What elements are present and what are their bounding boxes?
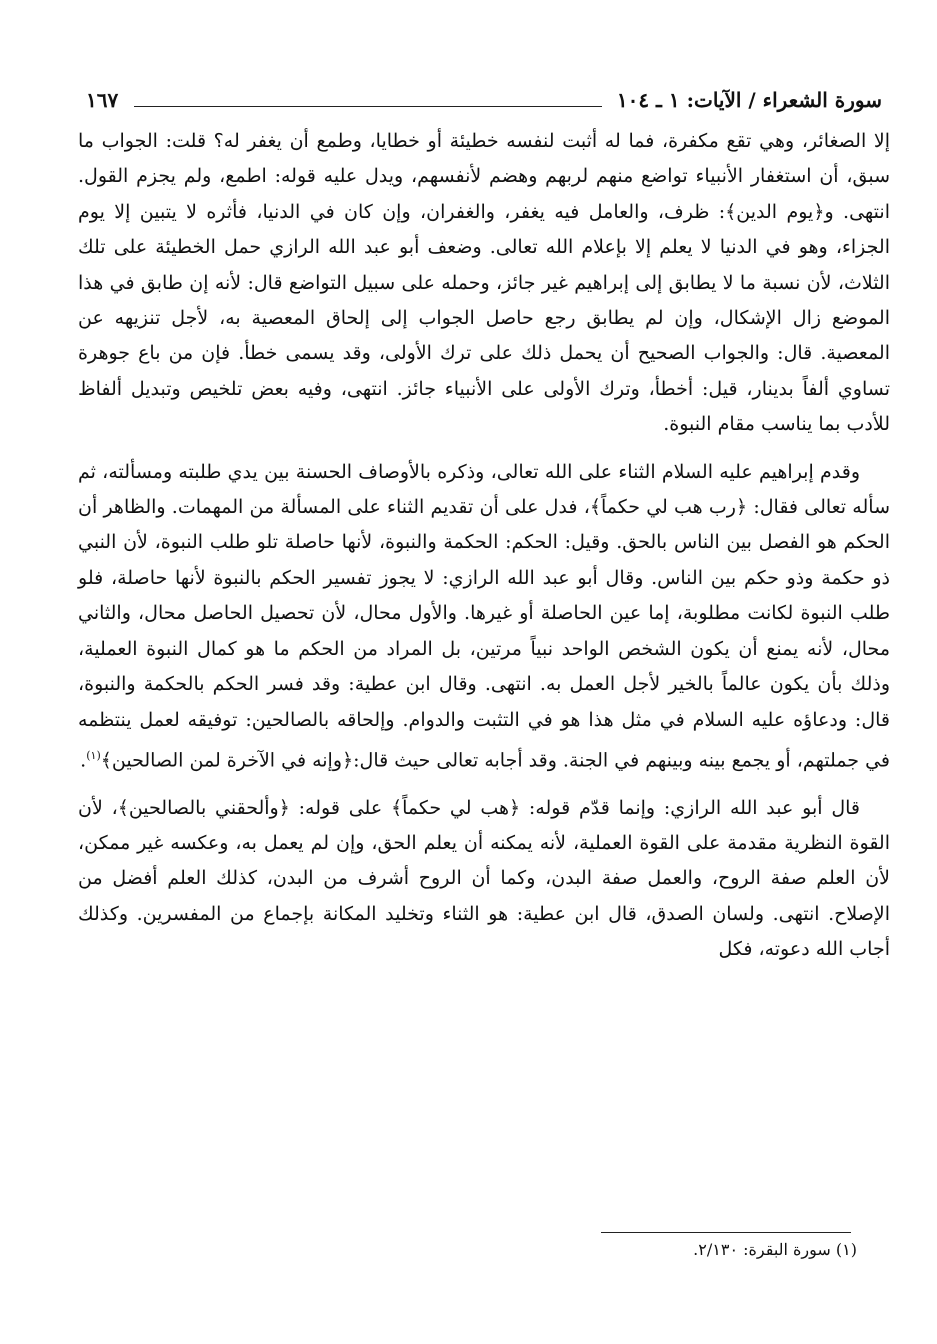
header-rule xyxy=(134,106,602,107)
footnote-rule xyxy=(601,1232,851,1233)
paragraph-1: إلا الصغائر، وهي تقع مكفرة، فما له أثبت لنفسه خطيئة أو خطايا، وطمع أن يغفر له؟ قلت: الجواب ما سبق، أن استغفار الأنبياء تواضع منهم لربهم وهضم لأنفسهم، ويدل عليه قوله: اطمع، ولم يجزم القول. انتهى. و﴿يوم الدين﴾: ظرف، والعامل فيه يغفر، والغفران، وإن كان في الدنيا، فأثره لا يتبين إلا يوم الجزاء، وهو في الدنيا لا يعلم إلا بإعلام الله تعالى. وضعف أبو عبد الله الرازي حمل الخطيئة على تلك الثلاث، لأن نسبة ما لا يطابق إلى إبراهيم غير جائز، وحمله على سبيل التواضع قال: لأنه إن طابق في هذا الموضع زال الإشكال، وإن لم يطابق رجع حاصل الجواب إلى إلحاق المعصية به، لأجل تنزيهه عن المعصية. قال: والجواب الصحيح أن يحمل ذلك على ترك الأولى، وقد يسمى خطأ. فإن من باع جوهرة تساوي ألفاً بدينار، قيل: أخطأ، وترك الأولى على الأنبياء جائز. انتهى، وفيه بعض تلخيص وتبديل ألفاظ للأدب بما يناسب مقام النبوة. xyxy=(78,130,890,436)
paragraph-3: قال أبو عبد الله الرازي: وإنما قدّم قوله: ﴿هب لي حكماً﴾ على قوله: ﴿وألحقني بالصالحين﴾، لأن القوة النظرية مقدمة على القوة العملية، لأنه يمكنه أن يعلم الحق، وإن لم يعمل به، وعكسه غير ممكن، لأن العلم صفة الروح، والعمل صفة البدن، وكما أن الروح أشرف من البدن، كذلك العلم أفضل من الإصلاح. انتهى. ولسان الصدق، قال ابن عطية: هو الثناء وتخليد المكانة بإجماع من المفسرين. وكذلك أجاب الله دعوته، فكل xyxy=(78,796,890,961)
page-header xyxy=(86,84,882,120)
footnote-reference[interactable]: (١) xyxy=(86,748,101,762)
page-number: ١٦٧ xyxy=(86,88,119,112)
footnote: (١) سورة البقرة: ٢/١٣٠. xyxy=(693,1240,857,1259)
paragraph-2-text: وقدم إبراهيم عليه السلام الثناء على الله تعالى، وذكره بالأوصاف الحسنة بين يدي طلبته ومسألته، ثم سأله تعالى فقال: ﴿رب هب لي حكماً﴾، فدل على أن تقديم الثناء على المسألة من المهمات. والظاهر أن الحكم هو الفصل بين الناس بالحق. وقيل: الحكم: الحكمة والنبوة، لأنها حاصلة تلو طلب النبوة، لأن النبي ذو حكمة وذو حكم بين الناس. وقال أبو عبد الله الرازي: لا يجوز تفسير الحكم بالنبوة لأنها حاصلة، فلو طلب النبوة لكانت مطلوبة، إما عين الحاصلة أو غيرها. والأول محال، لأن تحصيل الحاصل محال، والثاني محال، لأنه يمنع أن يكون الشخص الواحد نبياً مرتين، بل المراد من الحكم ما هو كمال النبوة العملية، وذلك بأن يكون عالماً بالخير لأجل العمل به. انتهى. وقال ابن عطية: وقد فسر الحكم بالحكمة والنبوة، قال: ودعاؤه عليه السلام في مثل هذا هو في التثبت والدوام. وإلحاقه بالصالحين: توفيقه لعمل ينتظمه في جملتهم، أو يجمع بينه وبينهم في الجنة. وقد أجابه تعالى حيث قال:﴿وإنه في الآخرة لمن الصالحين﴾ xyxy=(78,460,890,772)
body-text xyxy=(78,124,890,968)
paragraph-2: وقدم إبراهيم عليه السلام الثناء على الله تعالى، وذكره بالأوصاف الحسنة بين يدي طلبته ومسألته، ثم سأله تعالى فقال: ﴿رب هب لي حكماً﴾، فدل على أن تقديم الثناء على المسألة من المهمات. والظاهر أن الحكم هو الفصل بين الناس بالحق. وقيل: الحكم: الحكمة والنبوة، لأنها حاصلة تلو طلب النبوة، لأن النبي ذو حكمة وذو حكم بين الناس. وقال أبو عبد الله الرازي: لا يجوز تفسير الحكم بالنبوة لأنها حاصلة، فلو طلب النبوة لكانت مطلوبة، إما عين الحاصلة أو غيرها. والأول محال، لأن تحصيل الحاصل محال، والثاني محال، لأنه يمنع أن يكون الشخص الواحد نبياً مرتين، بل المراد من الحكم ما هو كمال النبوة العملية، وذلك بأن يكون عالماً بالخير لأجل العمل به. انتهى. وقال ابن عطية: وقد فسر الحكم بالحكمة والنبوة، قال: ودعاؤه عليه السلام في مثل هذا هو في التثبت والدوام. وإلحاقه بالصالحين: توفيقه لعمل ينتظمه في جملتهم، أو يجمع بينه وبينهم في الجنة. وقد أجابه تعالى حيث قال:﴿وإنه في الآخرة لمن الصالحين﴾$^{(١)}$. xyxy=(78,460,890,772)
header-title: سورة الشعراء / الآيات: ١ ـ ١٠٤ xyxy=(616,88,882,112)
